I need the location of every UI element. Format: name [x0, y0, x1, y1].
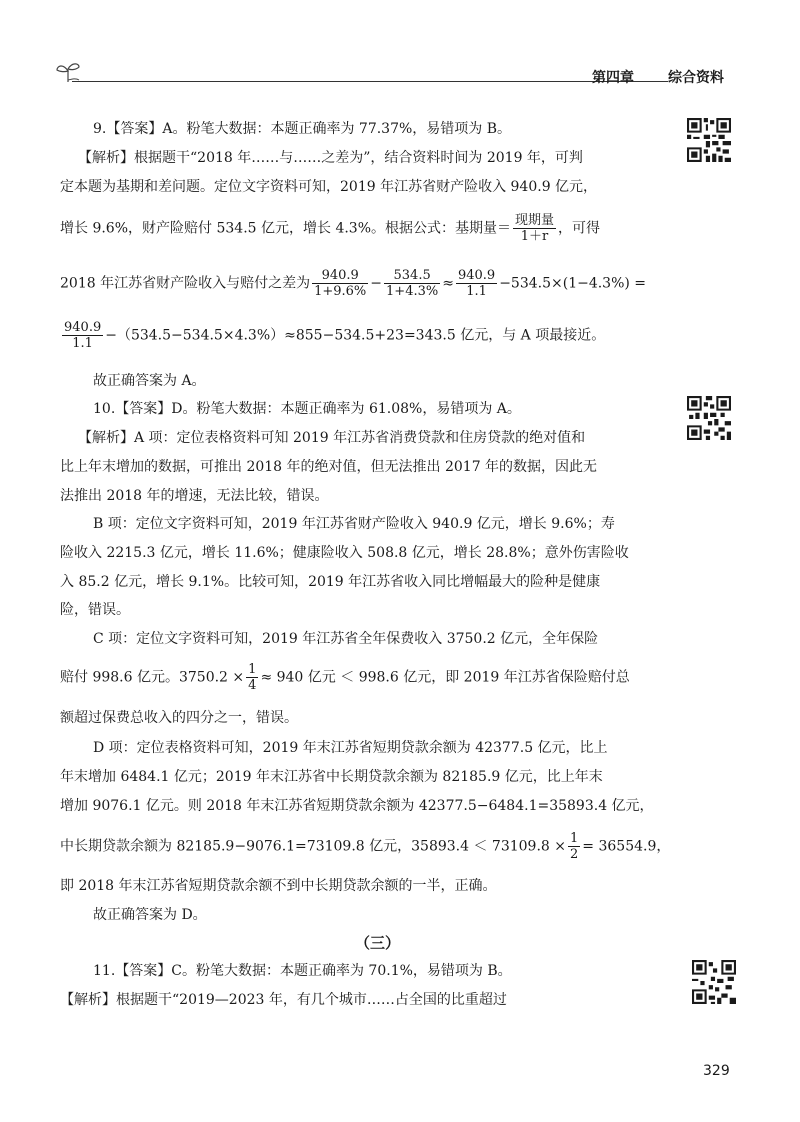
q10-text-line: 额超过保费总收入的四分之一，错误。: [60, 710, 298, 726]
q9-conclusion: 故正确答案为 A。: [93, 373, 206, 389]
q10-text-line: 入 85.2 亿元，增长 9.1%。比较可知，2019 年江苏省收入同比增幅最大的险种是健康: [60, 574, 601, 590]
q10-conclusion: 故正确答案为 D。: [93, 907, 207, 923]
fraction: $\frac{1}{4}$: [248, 662, 257, 693]
base-formula-fraction: $\frac{\text{现期量}}{1+r}$: [515, 213, 555, 244]
q9-calc-line-2: $\frac{940.9}{1.1}$ −（534.5−534.5×4.3%）≈855−534.5+23=343.5 亿元，与 A 项最接近。: [64, 320, 606, 351]
fraction: $\frac{940.9}{1.1}$: [64, 320, 102, 351]
chapter-label: 第四章: [592, 70, 634, 86]
q10-text-line: 即 2018 年末江苏省短期贷款余额不到中长期贷款余额的一半，正确。: [60, 878, 497, 894]
q10-text-line: 年末增加 6484.1 亿元；2019 年末江苏省中长期贷款余额为 82185.9 亿元，比上年末: [60, 769, 603, 785]
q10-text-line: 险收入 2215.3 亿元，增长 11.6%；健康险收入 508.8 亿元，增长 28.8%；意外伤害险收: [60, 545, 629, 561]
q9-analysis-line: 【解析】根据题干“2018 年……与……之差为”，结合资料时间为 2019 年，可判: [78, 150, 583, 166]
q9-formula-text: 增长 9.6%，财产险赔付 534.5 亿元，增长 4.3%。根据公式：基期量＝: [60, 220, 512, 237]
fraction: $\frac{534.5}{1+4.3\%}$: [386, 268, 439, 299]
q10-calc-line: 中长期贷款余额为 82185.9−9076.1=73109.8 亿元，35893.4 ＜ 73109.8 × $\frac{1}{2}$ = 36554.9，: [60, 831, 671, 862]
qr-code-icon[interactable]: [692, 960, 736, 1004]
q10-option-c: C 项：定位文字资料可知，2019 年江苏省全年保费收入 3750.2 亿元，全年保险: [93, 631, 599, 647]
q10-answer-line: 10.【答案】D。粉笔大数据：本题正确率为 61.08%，易错项为 A。: [93, 401, 521, 417]
q9-formula-line: 增长 9.6%，财产险赔付 534.5 亿元，增长 4.3%。根据公式：基期量＝ $\frac{\text{现期量}}{1+r}$ ，可得: [60, 213, 601, 244]
fraction: $\frac{940.9}{1+9.6\%}$: [314, 268, 367, 299]
qr-code-icon[interactable]: [687, 396, 731, 440]
q9-text-line: 定本题为基期和差问题。定位文字资料可知，2019 年江苏省财产险收入 940.9 亿元，: [60, 179, 598, 195]
q9-calc-line: 2018 年江苏省财产险收入与赔付之差为 $\frac{940.9}{1+9.6\%}$ − $\frac{534.5}{1+4.3\%}$ ≈ $\frac{940.9}{1.1}$ −534.5×(1−4.3%) =: [60, 268, 647, 299]
chapter-title: 综合资料: [668, 70, 724, 86]
q11-analysis-line: 【解析】根据题干“2019—2023 年，有几个城市……占全国的比重超过: [60, 992, 507, 1008]
q10-option-d: D 项：定位表格资料可知，2019 年末江苏省短期贷款余额为 42377.5 亿元，比上: [93, 740, 608, 756]
q11-answer-line: 11.【答案】C。粉笔大数据：本题正确率为 70.1%，易错项为 B。: [93, 963, 512, 979]
q10-analysis-line: 【解析】A 项：定位表格资料可知 2019 年江苏省消费贷款和住房贷款的绝对值和: [78, 430, 586, 446]
section-heading: （三）: [355, 934, 401, 952]
fraction: $\frac{1}{2}$: [570, 831, 579, 862]
page-number: 329: [703, 1063, 730, 1079]
q10-text-line: 增加 9076.1 亿元。则 2018 年末江苏省短期贷款余额为 42377.5−6484.1=35893.4 亿元，: [60, 798, 654, 814]
q10-text-line: 险，错误。: [60, 602, 130, 618]
header-rule: [72, 81, 668, 82]
q10-option-b: B 项：定位文字资料可知，2019 年江苏省财产险收入 940.9 亿元，增长 9.6%；寿: [93, 516, 615, 532]
q10-text-line: 法推出 2018 年的增速，无法比较，错误。: [60, 488, 329, 504]
fraction: $\frac{940.9}{1.1}$: [457, 268, 496, 299]
q10-text-line: 比上年末增加的数据，可推出 2018 年的绝对值，但无法推出 2017 年的数据，因此无: [60, 459, 598, 475]
q9-answer-line: 9.【答案】A。粉笔大数据：本题正确率为 77.37%，易错项为 B。: [93, 121, 512, 137]
qr-code-icon[interactable]: [687, 118, 731, 162]
q10-calc-line: 赔付 998.6 亿元。3750.2 × $\frac{1}{4}$ ≈ 940 亿元 ＜ 998.6 亿元，即 2019 年江苏省保险赔付总: [60, 662, 630, 693]
